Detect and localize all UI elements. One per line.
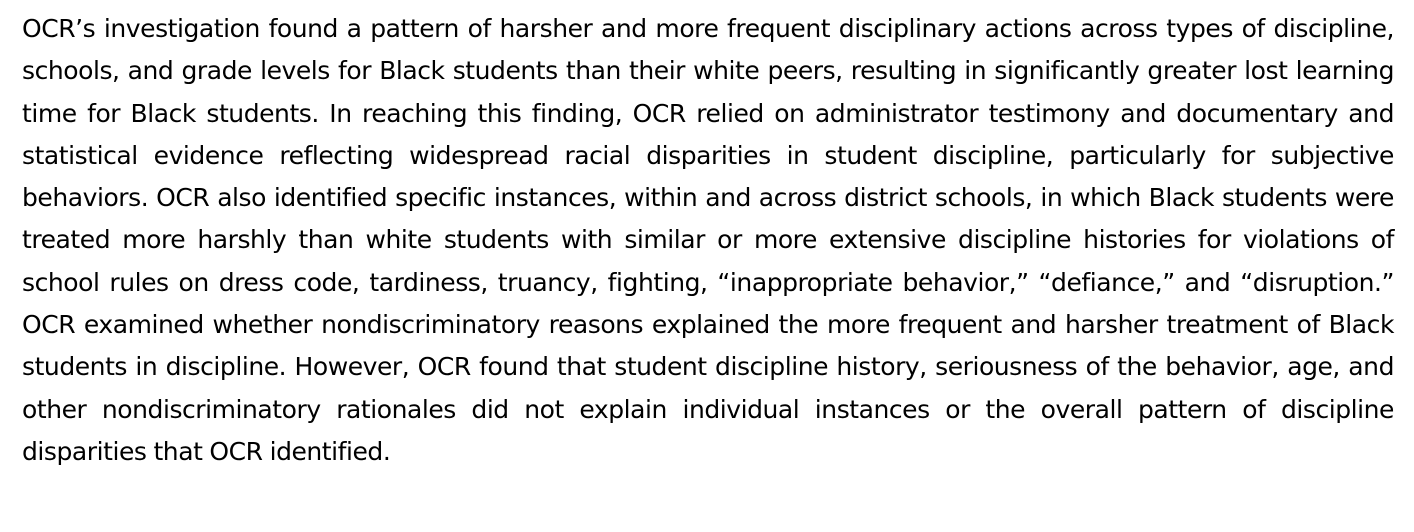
body-paragraph: OCR’s investigation found a pattern of harsher and more frequent disciplinary actions across types of discipline, schools, and grade levels for Black students than their white peers, resulting in significantly greater lost learning time for Black students. In reaching this finding, OCR relied on administrator testimony and documentary and statistical evidence reflecting widespread racial disparities in student discipline, particularly for subjective behaviors. OCR also identified specific instances, within and across district schools, in which Black students were treated more harshly than white students with similar or more extensive discipline histories for violations of school rules on dress code, tardiness, truancy, fighting, “inappropriate behavior,” “defiance,” and “disruption.” OCR examined whether nondiscriminatory reasons explained the more frequent and harsher treatment of Black students in discipline. However, OCR found that student discipline history, seriousness of the behavior, age, and other nondiscriminatory rationales did not explain individual instances or the overall pattern of discipline disparities that OCR identified. xyxy=(22,14,1394,466)
